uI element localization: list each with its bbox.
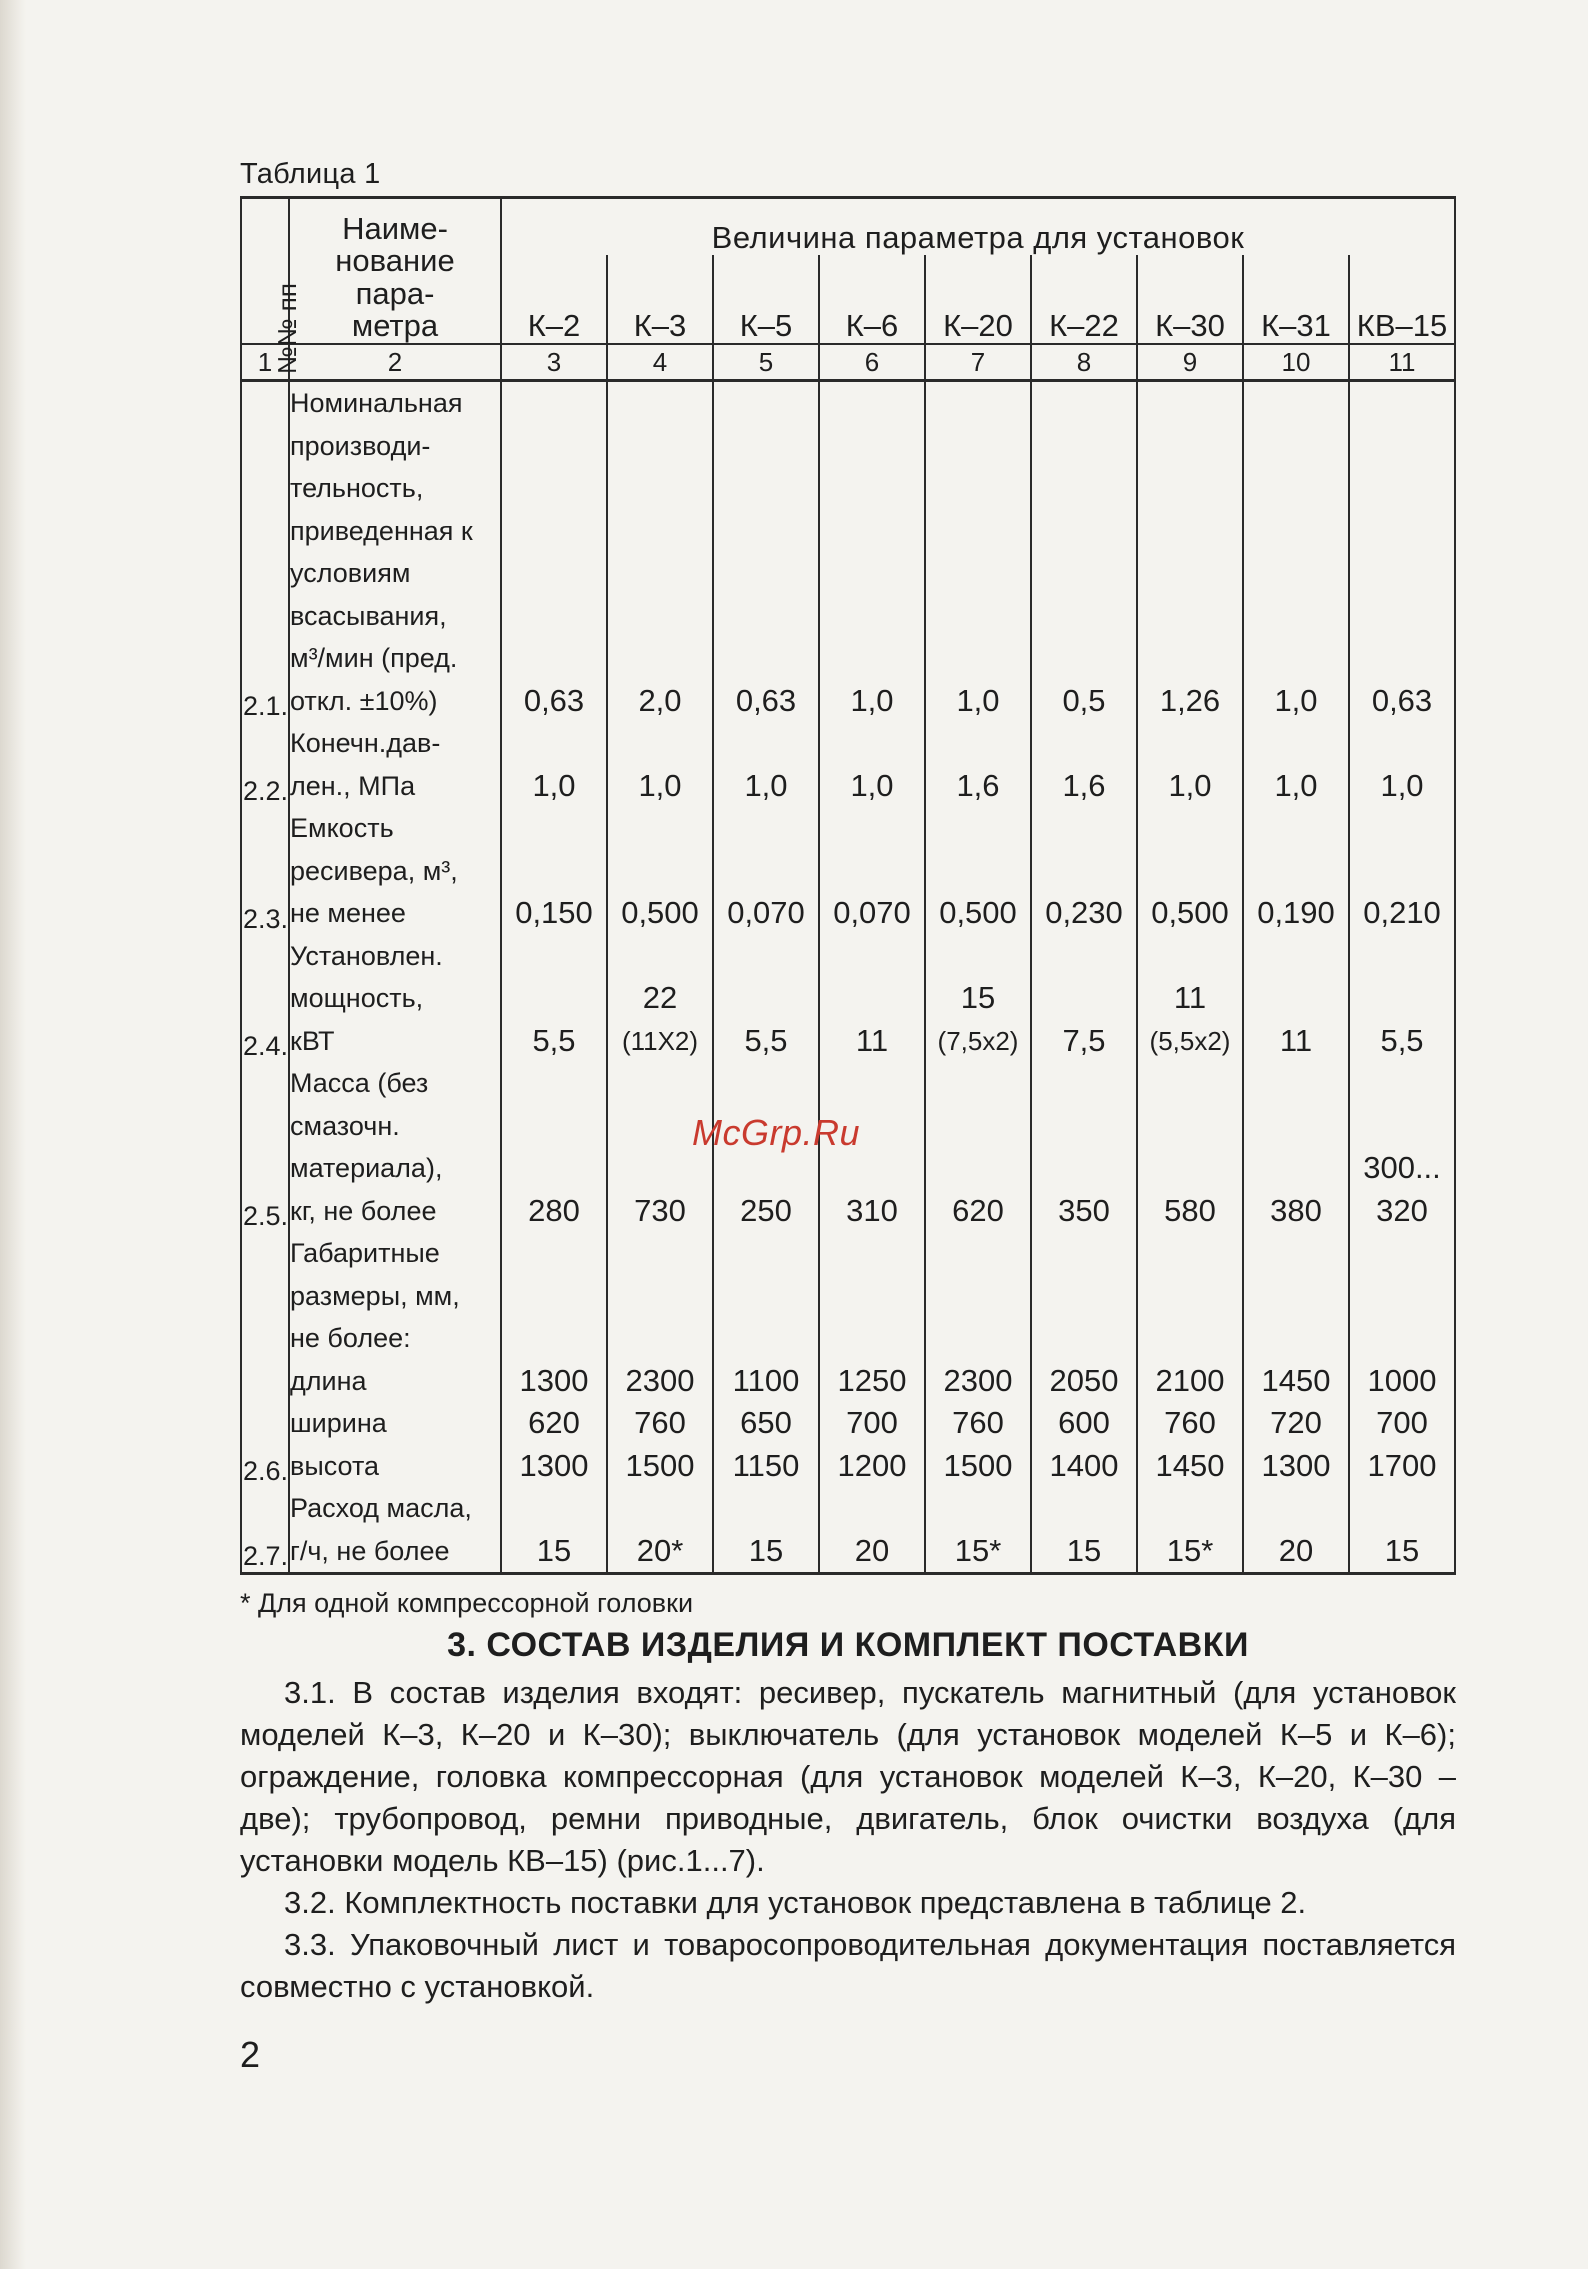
table-row — [241, 1232, 1455, 1487]
value-line: 280 — [528, 1192, 580, 1228]
param-value — [1137, 807, 1243, 935]
param-value — [1349, 381, 1455, 723]
param-name-line: производи- — [290, 430, 431, 461]
param-value — [1243, 935, 1349, 1063]
param-value — [607, 1487, 713, 1574]
value-line: (5,5х2) — [1149, 1025, 1231, 1056]
param-value — [713, 722, 819, 807]
param-value — [1349, 807, 1455, 935]
param-value — [819, 722, 925, 807]
param-name-line: Установлен. — [290, 940, 443, 971]
value-line: 1,6 — [956, 767, 1000, 803]
param-value — [925, 1062, 1031, 1232]
param-value — [1349, 722, 1455, 807]
param-value — [607, 381, 713, 723]
column-number: 6 — [819, 344, 925, 381]
value-line: 1300 — [1261, 1447, 1331, 1483]
value-line: 1,0 — [1168, 767, 1212, 803]
param-value — [925, 935, 1031, 1063]
value-line: 2100 — [1155, 1362, 1225, 1398]
footnote: * Для одной компрессорной головки — [240, 1588, 694, 1618]
value-line: 1250 — [837, 1362, 907, 1398]
param-name-line: Расход масла, — [290, 1493, 472, 1523]
value-line: 310 — [846, 1192, 898, 1228]
param-name-line: ширина — [290, 1408, 387, 1438]
value-line: 2050 — [1049, 1362, 1119, 1398]
value-line: 22 — [642, 980, 678, 1015]
table-row — [241, 722, 1455, 807]
value-line: 0,63 — [523, 682, 585, 718]
paragraph: 3.3. Упаковочный лист и товаросопроводительная документация поставляется совместно с установкой. — [240, 1927, 1456, 2004]
param-name-line: Масса (без — [290, 1068, 429, 1098]
param-name — [289, 935, 501, 1063]
param-number: 2.6. — [241, 1232, 289, 1487]
param-value — [607, 935, 713, 1063]
value-line: 0,63 — [1371, 682, 1433, 718]
param-name — [289, 807, 501, 935]
value-line: 15 — [536, 1532, 572, 1568]
param-name-line: тельность, — [290, 473, 424, 503]
value-line: 0,070 — [833, 895, 911, 930]
value-line: 720 — [1270, 1405, 1322, 1440]
scan-edge — [0, 0, 26, 2269]
value-line: 1,0 — [638, 767, 682, 803]
value-line: 1,0 — [850, 767, 894, 803]
value-line: 5,5 — [532, 1022, 576, 1058]
parameters-table — [240, 196, 1456, 1575]
param-name-line: приведенная к — [290, 515, 473, 546]
value-line: 620 — [952, 1192, 1004, 1228]
param-value — [925, 807, 1031, 935]
param-value — [1243, 1487, 1349, 1574]
header-group: Величина параметра для установок — [501, 198, 1455, 256]
param-value — [925, 1232, 1031, 1487]
model-header: К–5 — [713, 255, 819, 344]
value-line: 380 — [1270, 1192, 1322, 1228]
value-line: 0,5 — [1062, 682, 1106, 718]
param-value — [1031, 1232, 1137, 1487]
param-value — [819, 1232, 925, 1487]
value-line: 300... — [1363, 1150, 1441, 1185]
header-num: №№ пп — [241, 198, 289, 345]
param-value — [1031, 722, 1137, 807]
value-line: 1,6 — [1062, 767, 1106, 803]
table-row — [241, 807, 1455, 935]
model-header: К–6 — [819, 255, 925, 344]
value-line: 15* — [954, 1532, 1002, 1568]
param-name-line: г/ч, не более — [290, 1535, 450, 1566]
param-name-line: Емкость — [290, 813, 394, 843]
value-line: 1700 — [1367, 1447, 1437, 1483]
value-line: 1000 — [1367, 1362, 1437, 1398]
value-line: 1300 — [519, 1362, 589, 1398]
value-line: 760 — [634, 1405, 686, 1440]
param-name-line: всасывания, — [290, 600, 447, 631]
value-line: 580 — [1164, 1192, 1216, 1228]
value-line: 1500 — [625, 1447, 695, 1483]
header-name — [289, 198, 501, 345]
param-value — [501, 935, 607, 1063]
param-name-line: смазочн. — [290, 1110, 400, 1141]
value-line: 1,0 — [744, 767, 788, 803]
value-line: 1,26 — [1159, 682, 1221, 718]
value-line: 1300 — [519, 1447, 589, 1483]
param-value — [1243, 1062, 1349, 1232]
column-number: 9 — [1137, 344, 1243, 381]
value-line: 11 — [1173, 980, 1207, 1015]
value-line: 15 — [1384, 1532, 1420, 1568]
param-value — [925, 1487, 1031, 1574]
value-line: 0,150 — [515, 895, 593, 930]
value-line: 0,500 — [1151, 895, 1229, 930]
param-value — [1137, 1232, 1243, 1487]
model-header: К–3 — [607, 255, 713, 344]
value-line: 650 — [740, 1405, 792, 1440]
param-name — [289, 1487, 501, 1574]
value-line: 1,0 — [1380, 767, 1424, 803]
param-name-line: м³/мин (пред. — [290, 643, 458, 673]
param-value — [1137, 1487, 1243, 1574]
param-value — [925, 381, 1031, 723]
value-line: 2300 — [625, 1362, 695, 1398]
value-line: 700 — [1376, 1405, 1428, 1440]
param-name — [289, 1062, 501, 1232]
value-line: 0,210 — [1363, 895, 1441, 930]
value-line: 0,070 — [727, 895, 805, 930]
param-name-line: Габаритные — [290, 1238, 440, 1268]
param-value — [1031, 1062, 1137, 1232]
param-number: 2.3. — [241, 807, 289, 935]
param-value — [1137, 1062, 1243, 1232]
paragraph: 3.2. Комплектность поставки для установок представлена в таблице 2. — [284, 1885, 1307, 1920]
param-value — [1031, 381, 1137, 723]
section-title: 3. СОСТАВ ИЗДЕЛИЯ И КОМПЛЕКТ ПОСТАВКИ — [447, 1626, 1249, 1664]
column-number: 10 — [1243, 344, 1349, 381]
param-value — [1349, 1062, 1455, 1232]
table-row — [241, 935, 1455, 1063]
value-line: 1400 — [1049, 1447, 1119, 1483]
model-header: К–2 — [501, 255, 607, 344]
column-number: 3 — [501, 344, 607, 381]
param-value — [1243, 381, 1349, 723]
column-number: 8 — [1031, 344, 1137, 381]
param-name-line: условиям — [290, 558, 411, 588]
page-number: 2 — [240, 2034, 261, 2075]
param-name-line: мощность, — [290, 983, 424, 1013]
param-value — [501, 381, 607, 723]
value-line: 250 — [740, 1192, 792, 1228]
value-line: 5,5 — [744, 1022, 788, 1058]
value-line: 760 — [952, 1405, 1004, 1440]
param-number: 2.7. — [241, 1487, 289, 1574]
value-line: 15* — [1166, 1532, 1214, 1568]
param-name-line: кг, не более — [290, 1195, 437, 1226]
param-value — [713, 381, 819, 723]
param-name-line: откл. ±10%) — [290, 685, 438, 716]
value-line: 20 — [1278, 1532, 1314, 1568]
param-name-line: Номинальная — [290, 388, 463, 418]
param-value — [925, 722, 1031, 807]
param-name-line: не более: — [290, 1323, 411, 1353]
param-name-line: высота — [290, 1450, 380, 1481]
value-line: 1,0 — [532, 767, 576, 803]
param-value — [1243, 1232, 1349, 1487]
body-text — [240, 1672, 1456, 2008]
value-line: 11 — [855, 1022, 889, 1058]
param-number: 2.5. — [241, 1062, 289, 1232]
param-value — [713, 807, 819, 935]
param-value — [819, 381, 925, 723]
model-header: К–30 — [1137, 255, 1243, 344]
param-value — [607, 722, 713, 807]
param-value — [713, 1232, 819, 1487]
param-value — [501, 1062, 607, 1232]
value-line: 0,230 — [1045, 895, 1123, 930]
value-line: 2300 — [943, 1362, 1013, 1398]
value-line: 730 — [634, 1192, 686, 1228]
value-line: 700 — [846, 1405, 898, 1440]
model-header: КВ–15 — [1349, 255, 1455, 344]
param-name-line: материала), — [290, 1153, 443, 1183]
param-value — [501, 722, 607, 807]
param-value — [1349, 935, 1455, 1063]
param-value — [1137, 935, 1243, 1063]
table-row — [241, 381, 1455, 723]
value-line: 0,500 — [939, 895, 1017, 930]
param-name — [289, 381, 501, 723]
param-name-line: не менее — [290, 898, 406, 928]
value-line: 1,0 — [956, 682, 1000, 718]
param-value — [1349, 1487, 1455, 1574]
column-number: 7 — [925, 344, 1031, 381]
param-value — [607, 1232, 713, 1487]
model-header: К–20 — [925, 255, 1031, 344]
value-line: 320 — [1376, 1192, 1428, 1228]
param-name-line: размеры, мм, — [290, 1280, 460, 1311]
param-value — [819, 935, 925, 1063]
model-header: К–22 — [1031, 255, 1137, 344]
table-header — [241, 198, 1455, 381]
param-value — [607, 807, 713, 935]
param-value — [501, 1232, 607, 1487]
column-number: 1 — [241, 344, 289, 381]
model-header: К–31 — [1243, 255, 1349, 344]
param-value — [1137, 381, 1243, 723]
value-line: 15 — [1066, 1532, 1102, 1568]
param-name-line: длина — [290, 1365, 367, 1396]
value-line: 15 — [748, 1532, 784, 1568]
value-line: 0,63 — [735, 682, 797, 718]
param-name — [289, 722, 501, 807]
param-number: 2.2. — [241, 722, 289, 807]
value-line: 600 — [1058, 1405, 1110, 1440]
value-line: 1200 — [837, 1447, 907, 1483]
param-value — [1031, 1487, 1137, 1574]
param-value — [501, 1487, 607, 1574]
column-number: 11 — [1349, 344, 1455, 381]
table-body — [241, 381, 1455, 1574]
value-line: 1500 — [943, 1447, 1013, 1483]
param-value — [1243, 722, 1349, 807]
value-line: 0,190 — [1257, 895, 1335, 930]
param-value — [713, 1487, 819, 1574]
param-value — [1137, 722, 1243, 807]
value-line: 1450 — [1261, 1362, 1331, 1398]
column-numbers-row — [241, 344, 1455, 381]
value-line: 0,500 — [621, 895, 699, 930]
value-line: 7,5 — [1062, 1022, 1106, 1058]
header-name-line: метра — [351, 308, 439, 344]
header-name-line: нование — [335, 243, 455, 279]
value-line: 1,0 — [1274, 767, 1318, 803]
column-number: 5 — [713, 344, 819, 381]
value-line: 5,5 — [1380, 1022, 1424, 1058]
paragraph: 3.1. В состав изделия входят: ресивер, пускатель магнитный (для установок моделей К–3, К–20 и К–30); выключатель (для установок моделей К–5 и К–6); ограждение, головка компрессорная (для установок моделей К–3, К–20, К–30 – две); трубопровод, ремни приводные, двигатель, блок очистки воздуха (для установки модель КВ–15) (рис.1...7). — [240, 1675, 1456, 1878]
param-value — [819, 807, 925, 935]
param-value — [713, 935, 819, 1063]
param-value — [819, 1487, 925, 1574]
table-row — [241, 1487, 1455, 1574]
watermark: McGrp.Ru — [692, 1112, 861, 1153]
value-line: 20* — [636, 1532, 684, 1568]
param-name-line: Конечн.дав- — [290, 728, 441, 758]
value-line: 1100 — [732, 1362, 800, 1398]
value-line: 15 — [960, 980, 996, 1015]
value-line: (7,5х2) — [937, 1025, 1019, 1056]
value-line: 1,0 — [1274, 682, 1318, 718]
value-line: 760 — [1164, 1405, 1216, 1440]
param-number: 2.1. — [241, 381, 289, 723]
value-line: 20 — [854, 1532, 890, 1568]
param-name-line: кВТ — [290, 1025, 335, 1056]
param-number: 2.4. — [241, 935, 289, 1063]
value-line: 1450 — [1155, 1447, 1225, 1483]
param-value — [501, 807, 607, 935]
value-line: 2,0 — [638, 682, 682, 718]
column-number: 4 — [607, 344, 713, 381]
value-line: 1,0 — [850, 682, 894, 718]
value-line: 620 — [528, 1405, 580, 1440]
value-line: 350 — [1058, 1192, 1110, 1228]
column-number: 2 — [289, 344, 501, 381]
header-name-line: пара- — [355, 275, 435, 311]
param-name — [289, 1232, 501, 1487]
param-name-line: лен., МПа — [290, 770, 416, 801]
table-caption: Таблица 1 — [240, 158, 381, 190]
value-line: 11 — [1279, 1022, 1313, 1058]
param-value — [1031, 935, 1137, 1063]
param-value — [1031, 807, 1137, 935]
param-value — [1243, 807, 1349, 935]
header-name-line: Наиме- — [342, 210, 448, 246]
value-line: (11Х2) — [621, 1025, 699, 1056]
param-name-line: ресивера, м³, — [290, 855, 458, 886]
param-value — [1349, 1232, 1455, 1487]
value-line: 1150 — [732, 1447, 800, 1483]
